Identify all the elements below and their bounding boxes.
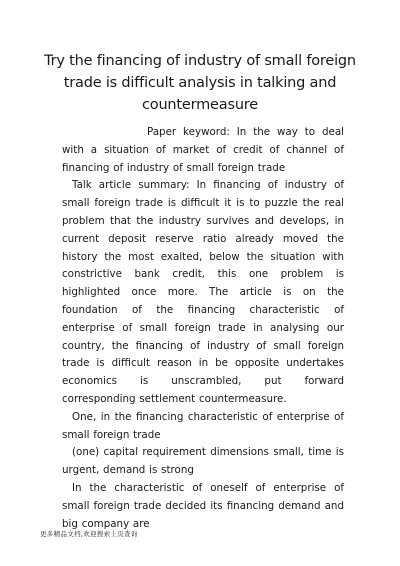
summary-paragraph: Talk article summary: In financing of industry of small foreign trade is difficult it is to puzzle the real problem that the industry survives and develops, in current deposit reserve ratio already moved the history the most exalted, below the situation with constrictive bank credit, this one problem is highlighted once more. The article is on the foundation of the financing characteristic of enterprise of small foreign trade in analysing our country, the financing of industry of small foreign trade is difficult reason in be opposite undertakes economics is unscrambled, put forward corresponding settlement countermeasure. xyxy=(62,179,344,405)
document-title: Try the financing of industry of small foreign trade is difficult analysis in talking and countermeasure xyxy=(44,53,356,113)
section-heading: One, in the financing characteristic of enterprise of small foreign trade xyxy=(62,410,344,441)
footer-note: 更多精品文档,欢迎搜索上页查询 xyxy=(40,530,138,538)
body-paragraph: In the characteristic of oneself of enterprise of small foreign trade decided its financing demand and big company are xyxy=(62,481,344,530)
keyword-paragraph: Paper keyword: In the way to deal with a situation of market of credit of channel of financing of industry of small foreign trade xyxy=(62,126,344,174)
document-body xyxy=(62,124,344,533)
subsection-heading: (one) capital requirement dimensions small, time is urgent, demand is strong xyxy=(62,446,344,477)
